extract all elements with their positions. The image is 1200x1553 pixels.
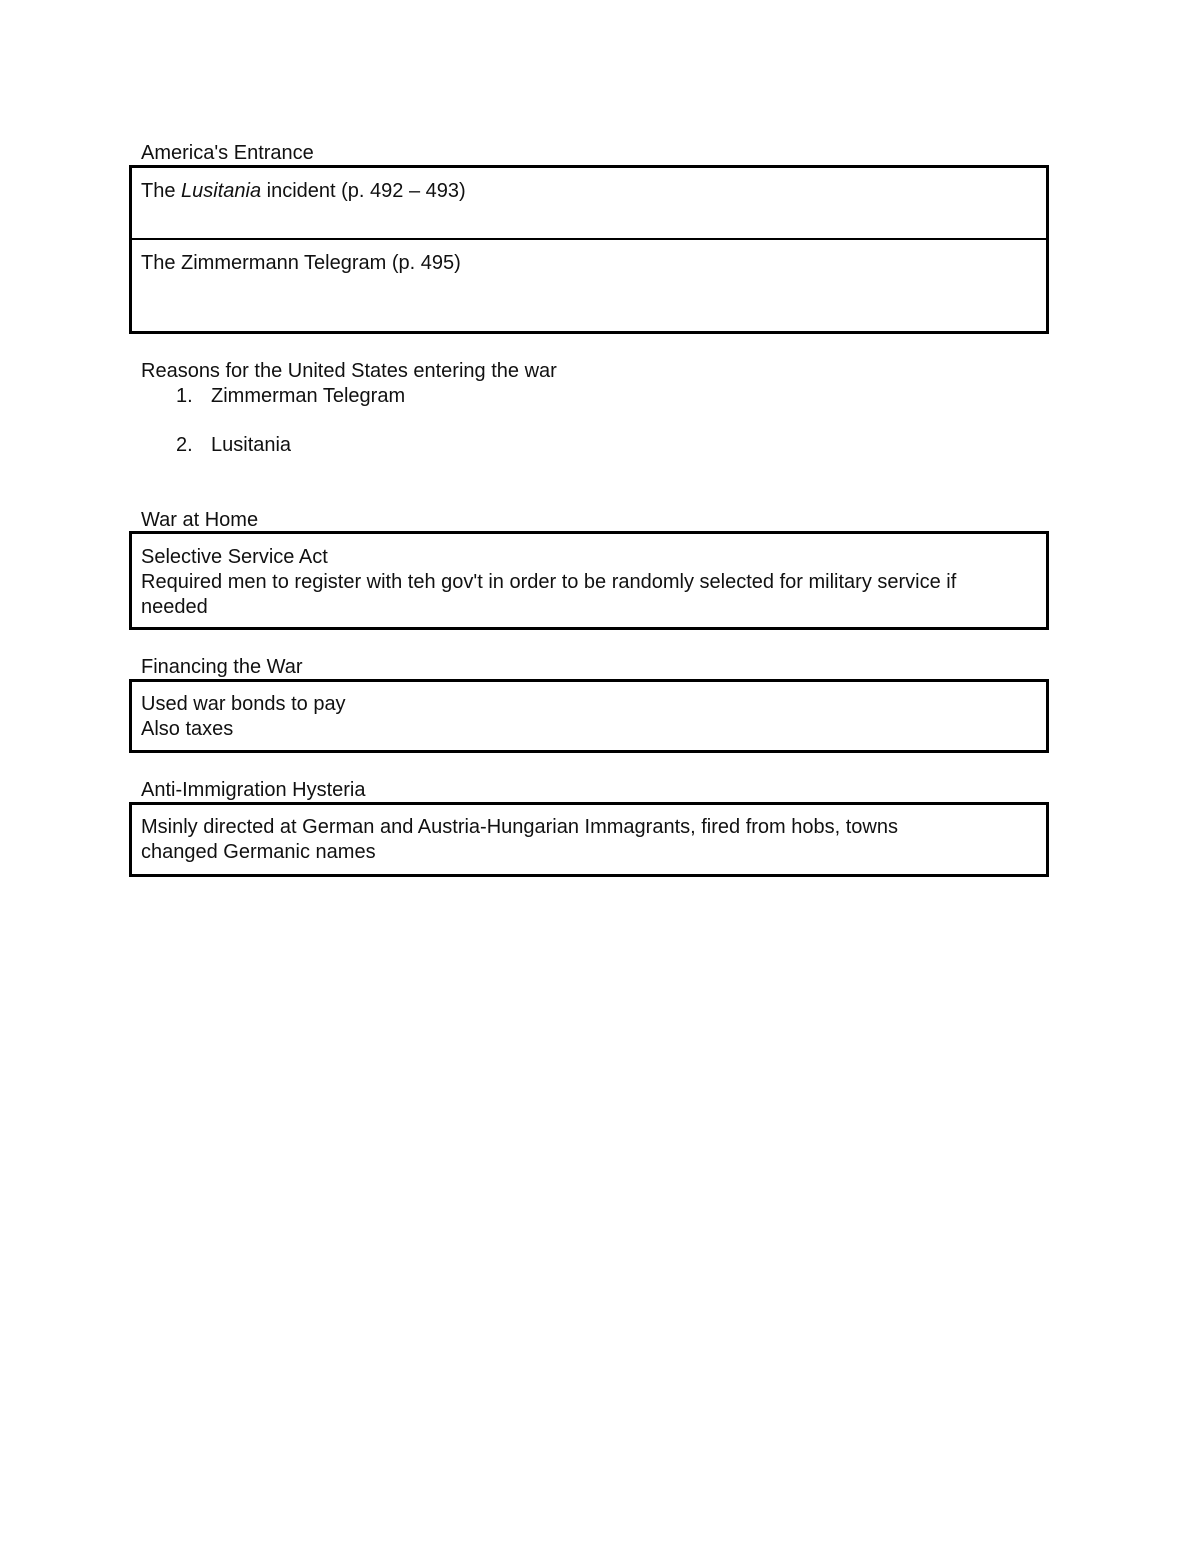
reasons-list-item xyxy=(176,433,291,458)
entrance-table xyxy=(129,165,1049,334)
lusitania-suffix: incident (p. 492 – 493) xyxy=(261,180,466,202)
anti-immigration-cell xyxy=(132,805,1046,865)
financing-heading: Financing the War xyxy=(141,656,303,678)
financing-box xyxy=(129,679,1049,753)
lusitania-prefix: The xyxy=(141,180,182,202)
lusitania-cell xyxy=(132,168,1046,238)
text-line: Used war bonds to pay xyxy=(141,693,346,715)
list-number: 1. xyxy=(176,385,193,407)
anti-immigration-heading: Anti-Immigration Hysteria xyxy=(141,779,366,801)
text-line: Selective Service Act xyxy=(141,546,328,568)
list-text: Lusitania xyxy=(211,434,292,456)
financing-cell xyxy=(132,682,1046,742)
lusitania-italic: Lusitania xyxy=(181,180,262,202)
war-at-home-box xyxy=(129,531,1049,630)
text-line: changed Germanic names xyxy=(141,841,376,863)
zimmermann-text: The Zimmermann Telegram (p. 495) xyxy=(141,252,461,274)
text-line: Also taxes xyxy=(141,718,234,740)
war-at-home-cell xyxy=(132,534,1046,620)
list-number: 2. xyxy=(176,434,193,456)
reasons-heading: Reasons for the United States entering the war xyxy=(141,360,557,382)
entrance-heading: America's Entrance xyxy=(141,142,314,164)
anti-immigration-box xyxy=(129,802,1049,877)
text-line: needed xyxy=(141,596,208,618)
text-line: Required men to register with teh gov't in order to be randomly selected for military service if xyxy=(141,571,957,593)
zimmermann-cell xyxy=(132,238,1046,331)
war-at-home-heading: War at Home xyxy=(141,509,259,531)
reasons-list-item xyxy=(176,384,405,409)
text-line: Msinly directed at German and Austria-Hungarian Immagrants, fired from hobs, towns xyxy=(141,816,898,838)
list-text: Zimmerman Telegram xyxy=(211,385,406,407)
